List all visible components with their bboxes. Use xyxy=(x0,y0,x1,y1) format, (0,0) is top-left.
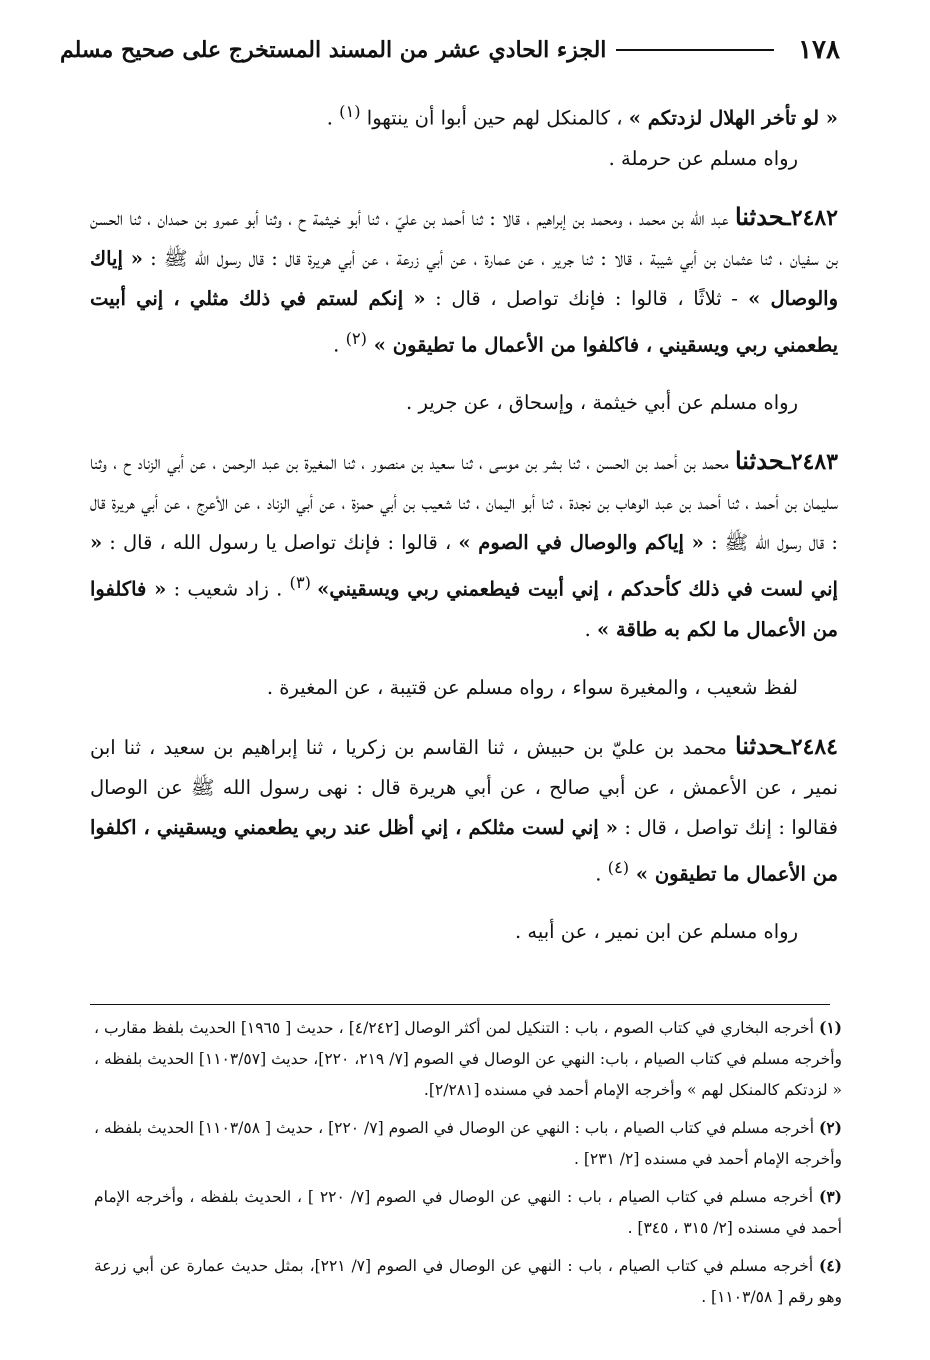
hadith-2482 xyxy=(90,197,838,366)
text: - ثلاثًا ، قالوا : فإنك تواصل ، قال : xyxy=(425,286,738,310)
isnad-text: عبد الله بن محمد ، ومحمد بن إبراهيم ، قالا : ثنا أحمد بن عليّ ، ثنا أبو خيثمة ح ، وثنا أبو عمرو بن حمدان ، ثنا الحسن بن سفيان ، ثنا عثمان بن أبي شيبة ، قالا : ثنا جرير ، عن عمارة ، عن أبي زرعة ، عن أبي هريرة قال : قال رسول الله ﷺ : xyxy=(90,206,838,270)
haddathana-word: حدثنا xyxy=(734,730,785,760)
footnote-4 xyxy=(94,1250,842,1313)
hadith-number: ٢٤٨٣ـ xyxy=(784,449,838,475)
footnote-3 xyxy=(94,1181,842,1244)
footnotes xyxy=(94,1012,842,1319)
text: . xyxy=(595,862,608,885)
footnote-ref: (١) xyxy=(339,102,361,121)
text: . xyxy=(333,333,346,356)
footnote-mark: (٤) xyxy=(818,1256,842,1275)
text: . xyxy=(584,617,598,641)
footnote-mark: (٣) xyxy=(818,1187,842,1206)
paragraph-continuation xyxy=(90,92,838,139)
quote: « إني لست مثلكم ، إني أظل عند ربي يطعمني ويسقيني ، اكلفوا من الأعمال ما تطيقون » xyxy=(90,815,838,885)
quote: « إياكم والوصال في الصوم » xyxy=(458,531,704,554)
hadith-2484 xyxy=(90,726,838,895)
quote: « فاكلفوا من الأعمال ما لكم به طاقة » xyxy=(90,577,838,641)
quote: « إياك والوصال » xyxy=(90,246,838,310)
riwaya-note: رواه مسلم عن حرملة . xyxy=(608,146,798,170)
riwaya-note: رواه مسلم عن ابن نمير ، عن أبيه . xyxy=(515,920,798,943)
riwaya-note: لفظ شعيب ، والمغيرة سواء ، رواه مسلم عن قتيبة ، عن المغيرة . xyxy=(266,675,798,699)
footnote-1 xyxy=(94,1012,842,1106)
footnote-mark: (٢) xyxy=(818,1118,842,1137)
footnote-ref: (٣) xyxy=(289,573,318,592)
page-header xyxy=(60,28,840,72)
footnote-mark: (١) xyxy=(818,1018,842,1037)
footnote-text: أخرجه البخاري في كتاب الصوم ، باب : التنكيل لمن أكثر الوصال [٤/٢٤٢] ، حديث [ ١٩٦٥] الحديث بلفظ مقارب ، وأخرجه مسلم في كتاب الصيام ، باب: النهي عن الوصال في الصوم [٧/ ٢١٩، ٢٢٠]، حديث [١١٠٣/٥٧] الحديث بلفظه ، « لزدتكم كالمنكل لهم » وأخرجه الإمام أحمد في مسنده [٢/٢٨١]. xyxy=(94,1019,842,1099)
quote: « إنكم لستم في ذلك مثلي ، إني أبيت يطعمني ربي ويسقيني ، فاكلفوا من الأعمال ما تطيقون » xyxy=(90,286,838,356)
running-title: الجزء الحادي عشر من المسند المستخرج على صحيح مسلم xyxy=(60,37,607,63)
hadith-number: ٢٤٨٢ـ xyxy=(784,204,838,231)
text: . زاد شعيب : xyxy=(166,577,290,601)
isnad-text: محمد بن أحمد بن الحسن ، ثنا بشر بن موسى ، ثنا سعيد بن منصور ، ثنا المغيرة بن عبد الرحمن ، عن أبي الزناد ح ، وثنا سليمان بن أحمد ، ثنا أحمد بن عبد الوهاب بن نجدة ، ثنا أبو اليمان ، ثنا شعيب بن أبي حمزة ، عن أبي الزناد ، عن الأعرج ، عن أبي هريرة قال : قال رسول الله ﷺ : xyxy=(90,451,839,554)
text: ، قالوا : فإنك تواصل يا رسول الله ، قال : xyxy=(102,531,459,554)
text: ، كالمنكل لهم حين أبوا أن ينتهوا xyxy=(360,106,629,130)
text: . xyxy=(326,106,340,130)
haddathana-word: حدثنا xyxy=(734,446,785,475)
quote: « لو تأخر الهلال لزدتكم » xyxy=(628,106,838,130)
haddathana-word: حدثنا xyxy=(734,201,785,231)
quote: « إني لست في ذلك كأحدكم ، إني أبيت فيطعمني ربي ويسقيني» xyxy=(90,531,838,601)
main-text xyxy=(90,92,838,952)
footnote-text: أخرجه مسلم في كتاب الصيام ، باب : النهي عن الوصال في الصوم [٧/ ٢٢١]، بمثل حديث عمارة عن أبي زرعة وهو رقم [ ١١٠٣/٥٨] . xyxy=(94,1257,842,1306)
footnote-separator xyxy=(90,1004,830,1005)
footnote-ref: (٤) xyxy=(607,857,630,877)
hadith-2483 xyxy=(90,441,838,650)
riwaya-note: رواه مسلم عن أبي خيثمة ، وإسحاق ، عن جرير . xyxy=(406,391,798,414)
isnad-text: محمد بن عليّ بن حبيش ، ثنا القاسم بن زكريا ، ثنا إبراهيم بن سعيد ، ثنا ابن نمير ، عن الأعمش ، عن أبي صالح ، عن أبي هريرة قال : نهى رسول الله ﷺ عن الوصال فقالوا : إنك تواصل ، قال : xyxy=(90,735,838,839)
hadith-number: ٢٤٨٤ـ xyxy=(784,733,838,760)
footnote-2 xyxy=(94,1112,842,1175)
header-rule xyxy=(616,49,774,51)
page-number: ١٧٨ xyxy=(798,35,840,65)
footnote-text: أخرجه مسلم في كتاب الصيام ، باب : النهي عن الوصال في الصوم [٧/ ٢٢٠ ] ، الحديث بلفظه ، وأخرجه الإمام أحمد في مسنده [٢/ ٣١٥ ، ٣٤٥] . xyxy=(94,1188,842,1237)
footnote-text: أخرجه مسلم في كتاب الصيام ، باب : النهي عن الوصال في الصوم [٧/ ٢٢٠] ، حديث [ ١١٠٣/٥٨] الحديث بلفظه ، وأخرجه الإمام أحمد في مسنده [٢/ ٢٣١] . xyxy=(94,1119,842,1168)
footnote-ref: (٢) xyxy=(345,328,367,348)
